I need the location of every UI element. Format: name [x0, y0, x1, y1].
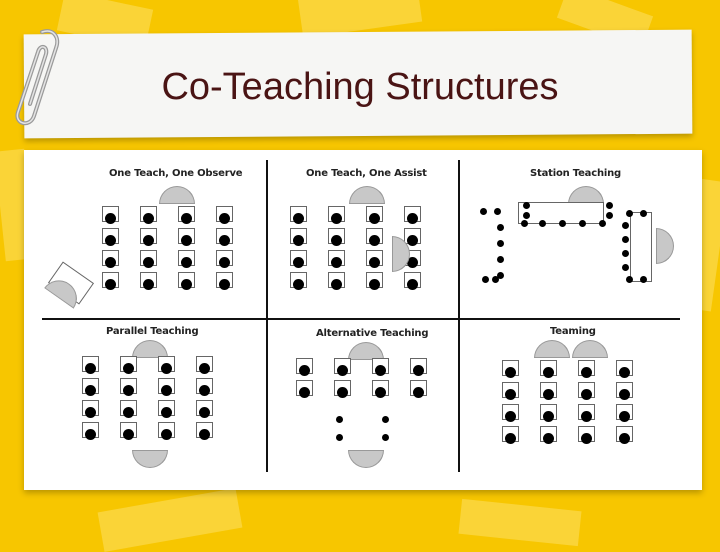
station-student: [640, 276, 647, 283]
station-student: [622, 222, 629, 229]
observe-student: [181, 257, 192, 268]
observe-student: [143, 257, 154, 268]
observe-student: [181, 235, 192, 246]
alternative-student: [299, 365, 310, 376]
teaming-student: [505, 367, 516, 378]
observe-student: [143, 213, 154, 224]
station-student: [480, 208, 487, 215]
station-student: [559, 220, 566, 227]
station-student: [606, 212, 613, 219]
observe-student: [105, 213, 116, 224]
parallel-student: [161, 363, 172, 374]
station-student: [492, 276, 499, 283]
small-group-student: [336, 416, 343, 423]
assist-student: [369, 257, 380, 268]
panel-label-parallel-teaching: Parallel Teaching: [106, 326, 199, 337]
panel-label-alternative-teaching: Alternative Teaching: [316, 328, 429, 339]
parallel-student: [161, 407, 172, 418]
assist-student: [407, 213, 418, 224]
observe-student: [143, 235, 154, 246]
vertical-divider-1: [266, 160, 268, 472]
teacher-icon: [349, 186, 385, 204]
parallel-student: [85, 407, 96, 418]
station-student: [482, 276, 489, 283]
parallel-student: [123, 407, 134, 418]
teacher-icon: [534, 340, 570, 358]
station-student: [622, 250, 629, 257]
station-student: [606, 202, 613, 209]
panel-label-station-teaching: Station Teaching: [530, 168, 621, 179]
parallel-student: [85, 385, 96, 396]
assist-student: [369, 213, 380, 224]
station-student: [626, 276, 633, 283]
co-teaching-diagram: [24, 150, 702, 490]
teaming-student: [619, 411, 630, 422]
horizontal-divider: [42, 318, 680, 320]
station-student: [494, 208, 501, 215]
teaming-student: [581, 433, 592, 444]
station-student: [622, 236, 629, 243]
station-student: [579, 220, 586, 227]
teaming-student: [619, 433, 630, 444]
assist-student: [331, 279, 342, 290]
teaming-student: [619, 389, 630, 400]
teaming-student: [543, 389, 554, 400]
alternative-student: [375, 387, 386, 398]
station-student: [539, 220, 546, 227]
station-student: [497, 224, 504, 231]
assist-student: [407, 279, 418, 290]
paperclip-icon: [12, 24, 62, 129]
alternative-student: [299, 387, 310, 398]
assist-student: [369, 235, 380, 246]
slide-title: Co-Teaching Structures: [161, 66, 559, 108]
assist-student: [293, 213, 304, 224]
alternative-student: [375, 365, 386, 376]
panel-label-one-teach-one-assist: One Teach, One Assist: [306, 168, 427, 179]
teacher-icon: [348, 450, 384, 468]
observe-student: [181, 213, 192, 224]
observe-student: [219, 257, 230, 268]
teaming-student: [581, 411, 592, 422]
parallel-student: [123, 363, 134, 374]
parallel-student: [199, 429, 210, 440]
teaming-student: [505, 433, 516, 444]
station-teacher-icon: [656, 228, 674, 264]
assist-student: [369, 279, 380, 290]
station-student: [497, 240, 504, 247]
teacher-icon: [572, 340, 608, 358]
teacher-icon: [132, 450, 168, 468]
teaming-student: [543, 433, 554, 444]
parallel-student: [199, 385, 210, 396]
station-table-right: [630, 212, 652, 282]
assist-student: [331, 257, 342, 268]
observe-student: [181, 279, 192, 290]
assist-student: [293, 279, 304, 290]
teaming-student: [543, 367, 554, 378]
observe-student: [219, 279, 230, 290]
station-student: [622, 264, 629, 271]
parallel-student: [161, 429, 172, 440]
observe-student: [219, 235, 230, 246]
small-group-student: [382, 434, 389, 441]
parallel-student: [199, 363, 210, 374]
teaming-student: [505, 389, 516, 400]
assist-student: [331, 213, 342, 224]
parallel-student: [199, 407, 210, 418]
observe-student: [143, 279, 154, 290]
station-student: [599, 220, 606, 227]
parallel-student: [123, 385, 134, 396]
station-student: [523, 202, 530, 209]
assist-student: [331, 235, 342, 246]
teaming-student: [505, 411, 516, 422]
observe-student: [219, 213, 230, 224]
parallel-student: [123, 429, 134, 440]
panel-label-teaming: Teaming: [550, 326, 596, 337]
station-student: [626, 210, 633, 217]
station-student: [521, 220, 528, 227]
observe-student: [105, 257, 116, 268]
alternative-student: [337, 365, 348, 376]
assist-student: [293, 257, 304, 268]
vertical-divider-2: [458, 160, 460, 472]
small-group-student: [336, 434, 343, 441]
parallel-student: [161, 385, 172, 396]
teacher-icon: [159, 186, 195, 204]
station-student: [523, 212, 530, 219]
alternative-student: [337, 387, 348, 398]
small-group-student: [382, 416, 389, 423]
teaming-student: [581, 367, 592, 378]
assist-student: [407, 235, 418, 246]
alternative-student: [413, 387, 424, 398]
station-student: [497, 256, 504, 263]
observe-student: [105, 279, 116, 290]
station-student: [640, 210, 647, 217]
alternative-student: [413, 365, 424, 376]
teaming-student: [619, 367, 630, 378]
teaming-student: [581, 389, 592, 400]
assist-student: [293, 235, 304, 246]
observe-student: [105, 235, 116, 246]
parallel-student: [85, 363, 96, 374]
panel-label-one-teach-one-observe: One Teach, One Observe: [109, 168, 243, 179]
parallel-student: [85, 429, 96, 440]
teaming-student: [543, 411, 554, 422]
